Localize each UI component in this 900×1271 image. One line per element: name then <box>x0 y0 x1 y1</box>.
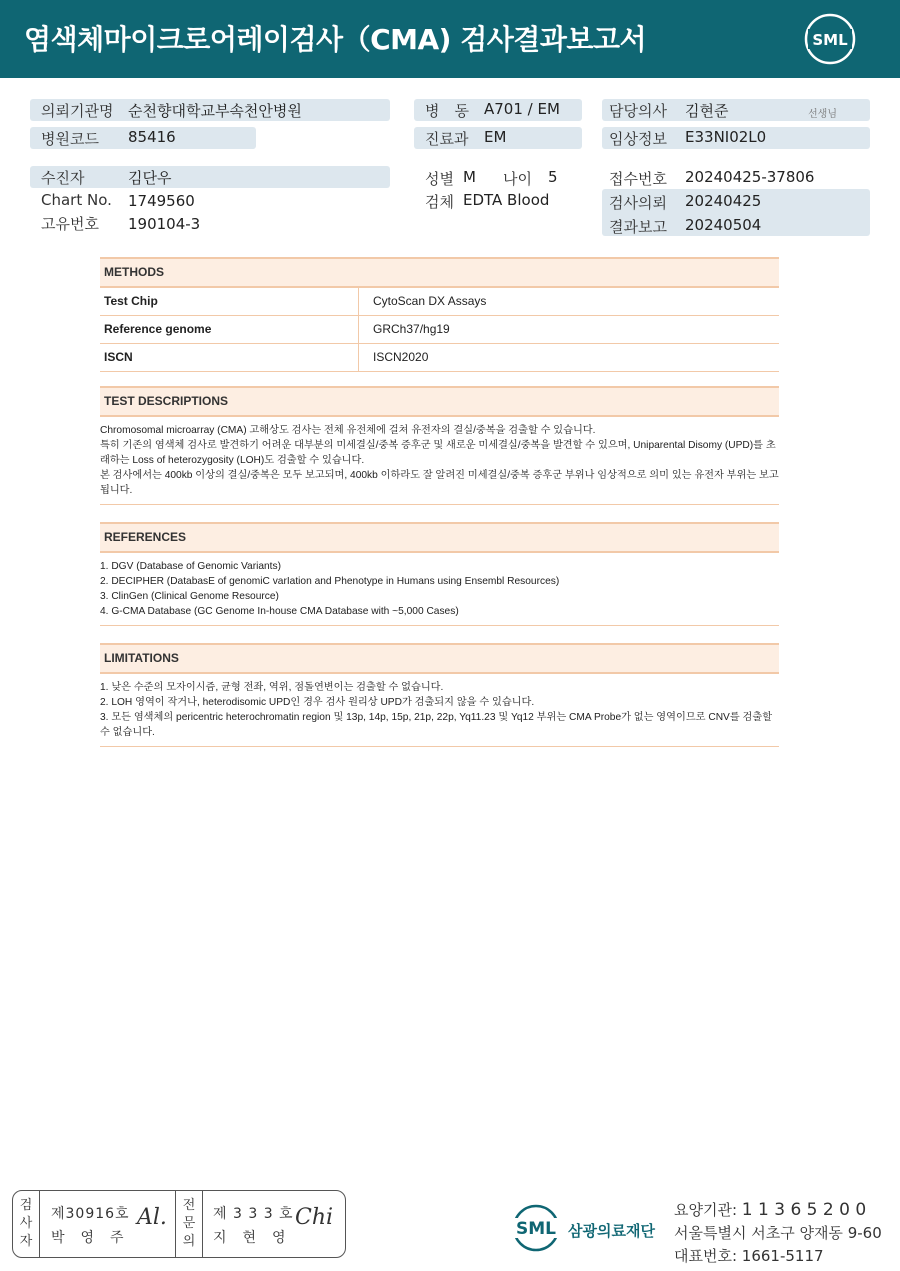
uid-label: 고유번호 <box>41 215 99 233</box>
methods-row <box>100 288 779 316</box>
report-title: 염색체마이크로어레이검사（CMA) 검사결과보고서 <box>24 23 647 56</box>
report-date-label: 결과보고 <box>609 218 667 236</box>
dept-label: 진료과 <box>425 130 469 148</box>
specialist-license: 제 3 3 3 호 <box>213 1206 294 1222</box>
examiner-label-char: 자 <box>19 1234 33 1249</box>
methods-value: GRCh37/hg19 <box>373 322 450 336</box>
methods-section <box>100 257 779 372</box>
svg-text:SML: SML <box>516 1219 556 1239</box>
hospital-code-label: 병원코드 <box>41 130 99 148</box>
uid-value: 190104-3 <box>128 215 201 233</box>
dept-value: EM <box>484 128 507 146</box>
age-value: 5 <box>548 168 558 186</box>
methods-key: ISCN <box>100 344 359 371</box>
description-line: Chromosomal microarray (CMA) 고해상도 검사는 전체 유전체에 걸쳐 유전자의 결실/중복을 검출할 수 있습니다. <box>100 425 596 436</box>
specialist-signature: Chi <box>295 1205 334 1230</box>
specimen-value: EDTA Blood <box>463 191 550 209</box>
doctor-value: 김현준 <box>685 102 729 120</box>
care-code-line <box>674 1199 866 1220</box>
org-name: 삼광의료재단 <box>568 1222 655 1240</box>
clinical-label: 임상정보 <box>609 130 667 148</box>
sex-label: 성별 <box>425 170 454 188</box>
reference-line: 4. G-CMA Database (GC Genome In-house CMA Database with ~5,000 Cases) <box>100 606 459 617</box>
methods-value: CytoScan DX Assays <box>373 294 487 308</box>
reference-line: 2. DECIPHER (DatabasE of genomiC varIation and Phenotype in Humans using Ensembl Resources) <box>100 576 560 587</box>
receipt-value: 20240425-37806 <box>685 168 815 186</box>
limitations-section <box>100 643 779 747</box>
request-value: 20240425 <box>685 192 762 210</box>
specimen-label: 검체 <box>425 193 454 211</box>
limitation-line: 2. LOH 영역이 작거나, heterodisomic UPD인 경우 검사 원리상 UPD가 검출되지 않을 수 있습니다. <box>100 697 535 708</box>
methods-key: Test Chip <box>100 288 359 315</box>
phone-value: 1661-5117 <box>741 1247 824 1265</box>
references-heading: REFERENCES <box>100 522 779 553</box>
doctor-suffix: 선생님 <box>808 109 837 120</box>
examiner-label-char: 검 <box>19 1198 33 1213</box>
specialist-label-cell <box>175 1191 203 1257</box>
limitations-body <box>100 674 779 747</box>
ward-label: 병 동 <box>425 102 469 120</box>
age-label: 나이 <box>503 170 532 188</box>
svg-text:SML: SML <box>812 31 848 49</box>
methods-key: Reference genome <box>100 316 359 343</box>
examiner-name: 박 영 주 <box>51 1230 125 1246</box>
test-descriptions-body <box>100 417 779 505</box>
phone-line <box>674 1245 824 1266</box>
methods-value: ISCN2020 <box>373 350 429 364</box>
methods-heading: METHODS <box>100 257 779 288</box>
report-date-value: 20240504 <box>685 216 762 234</box>
patient-value: 김단우 <box>128 169 172 187</box>
care-code-label: 요양기관: <box>674 1201 738 1219</box>
receipt-label: 접수번호 <box>609 170 667 188</box>
patient-label: 수진자 <box>41 169 85 187</box>
specialist-name: 지 현 영 <box>213 1230 287 1246</box>
hospital-code-value: 85416 <box>128 128 176 146</box>
org-logo <box>510 1203 566 1257</box>
limitation-line: 1. 낮은 수준의 모자이시즘, 균형 전좌, 역위, 점돌연변이는 검출할 수 없습니다. <box>100 682 444 693</box>
report-header <box>0 0 900 78</box>
care-code-value: 1 1 3 6 5 2 0 0 <box>741 1200 867 1220</box>
methods-row <box>100 344 779 372</box>
description-line: 본 검사에서는 400kb 이상의 결실/중복은 모두 보고되며, 400kb 이하라도 잘 알려진 미세결실/중복 증후군 부위나 임상적으로 의미 있는 유전자 부위는 보고됩니다. <box>100 470 779 496</box>
specialist-label-char: 전 <box>182 1198 196 1213</box>
examiner-label-cell <box>13 1191 40 1257</box>
references-body <box>100 553 779 626</box>
limitation-line: 3. 모든 염색체의 pericentric heterochromatin region 및 13p, 14p, 15p, 21p, 22p, Yq11.23 및 Yq12 부위는 CMA Probe가 없는 영역이므로 CNV를 검출할 수 없습니다. <box>100 712 773 738</box>
methods-row <box>100 316 779 344</box>
specialist-label-char: 문 <box>182 1216 196 1231</box>
ward-value: A701 / EM <box>484 100 560 118</box>
institution-value: 순천향대학교부속천안병원 <box>128 102 302 120</box>
sml-logo-icon <box>804 13 856 65</box>
reference-line: 1. DGV (Database of Genomic Variants) <box>100 561 281 572</box>
chart-no-value: 1749560 <box>128 192 195 210</box>
test-descriptions-heading: TEST DESCRIPTIONS <box>100 386 779 417</box>
description-line: 특히 기존의 염색체 검사로 발견하기 어려운 대부분의 미세결실/중복 증후군 및 새로운 미세결실/중복을 발견할 수 있으며, Uniparental Disomy (UPD)를 초래하는 Loss of heterozygosity (LOH)도 검출할 수 있습니다. <box>100 440 776 466</box>
org-address: 서울특별시 서초구 양재동 9-60 <box>674 1224 882 1242</box>
specialist-label-char: 의 <box>182 1234 196 1249</box>
limitations-heading: LIMITATIONS <box>100 643 779 674</box>
chart-no-label: Chart No. <box>41 191 112 209</box>
examiner-signature: Al. <box>137 1205 167 1230</box>
examiner-label-char: 사 <box>19 1216 33 1231</box>
sex-value: M <box>463 168 476 186</box>
sml-footer-logo-icon <box>510 1203 566 1253</box>
request-label: 검사의뢰 <box>609 194 667 212</box>
references-section <box>100 522 779 626</box>
phone-label: 대표번호: <box>674 1247 738 1265</box>
signature-box <box>12 1190 346 1258</box>
clinical-value: E33NI02L0 <box>685 128 767 146</box>
examiner-license: 제30916호 <box>51 1206 130 1222</box>
reference-line: 3. ClinGen (Clinical Genome Resource) <box>100 591 279 602</box>
institution-label: 의뢰기관명 <box>41 102 114 120</box>
test-descriptions-section <box>100 386 779 505</box>
doctor-label: 담당의사 <box>609 102 667 120</box>
